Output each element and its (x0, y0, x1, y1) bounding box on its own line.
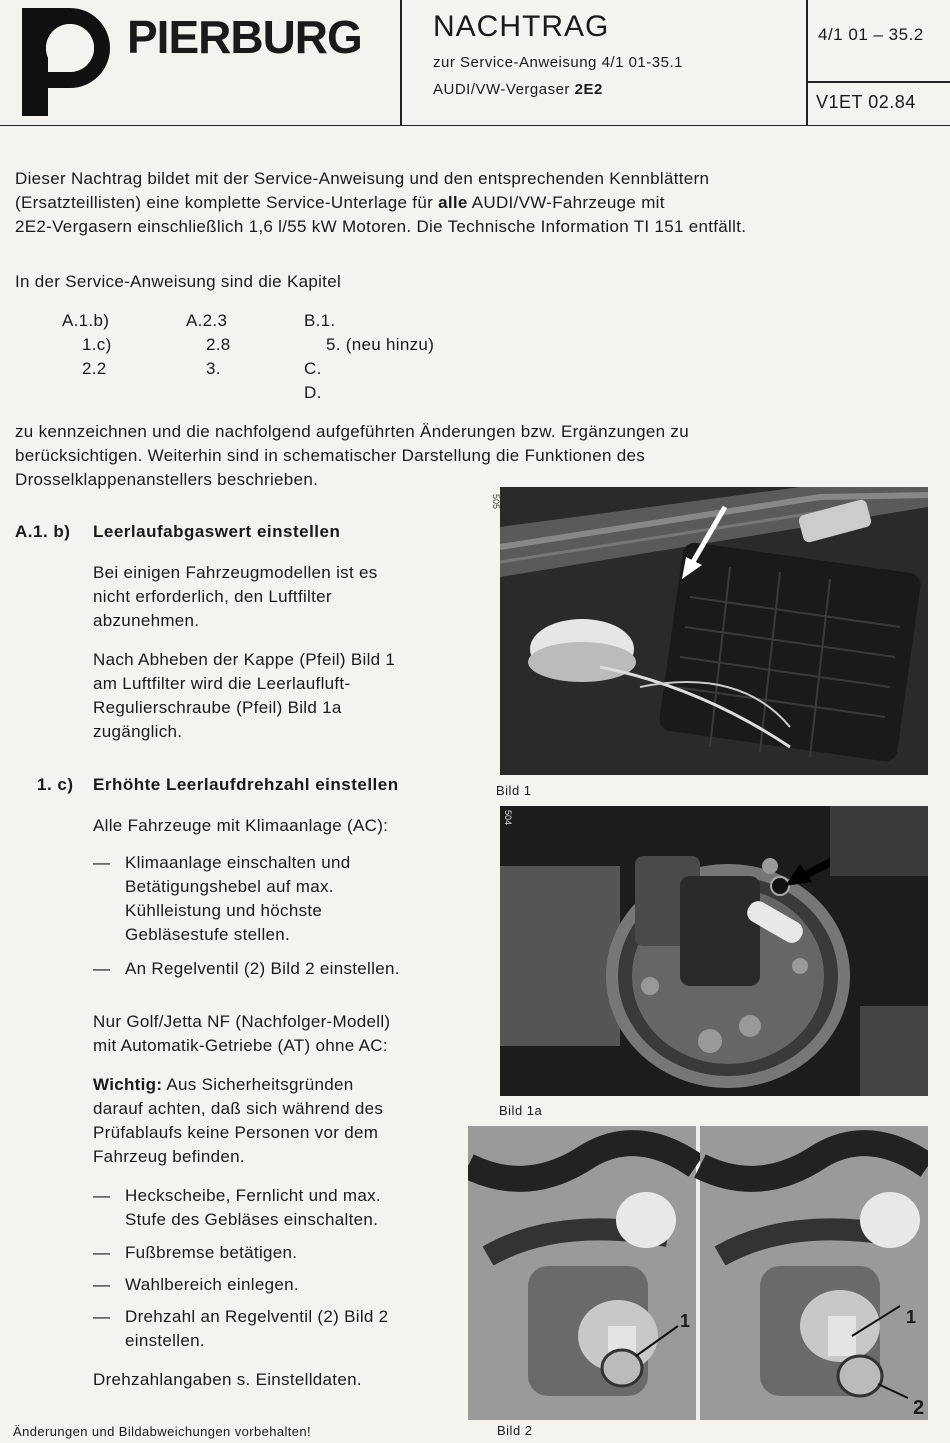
body-paragraph: Bei einigen Fahrzeugmodellen ist es nicht erforderlich, den Luftfilter abzunehmen. (93, 563, 378, 630)
chapter-item: 3. (206, 359, 221, 378)
list-item: — An Regelventil (2) Bild 2 einstellen. (93, 959, 400, 978)
chapter-item: A.1.b) (62, 311, 110, 330)
engine-bay-photo (500, 487, 928, 775)
chapter-item: D. (304, 383, 322, 402)
chapter-item: 5. (neu hinzu) (326, 335, 435, 354)
chapter-item: C. (304, 359, 322, 378)
body-paragraph: Drehzahlangaben s. Einstelldaten. (93, 1370, 362, 1389)
chapter-item: A.2.3 (186, 311, 228, 330)
list-item: — Klimaanlage einschalten und Betätigungshebel auf max. Kühlleistung und höchste Gebläsestufe stellen. (93, 853, 351, 944)
list-item: — Heckscheibe, Fernlicht und max. Stufe des Gebläses einschalten. (93, 1186, 381, 1229)
section-number: A.1. b) (15, 522, 71, 541)
figure-caption: Bild 1a (499, 1103, 543, 1118)
document-subtitle: zur Service-Anweisung 4/1 01-35.1 (433, 54, 683, 71)
chapter-item: 1.c) (82, 335, 112, 354)
figure-code: 505 (491, 494, 501, 510)
figure-callout-1: 1 (680, 1311, 691, 1331)
chapter-item: 2.2 (82, 359, 107, 378)
body-paragraph: Nur Golf/Jetta NF (Nachfolger-Modell) mit Automatik-Getriebe (AT) ohne AC: (93, 1012, 391, 1055)
chapter-list (304, 309, 434, 405)
body-paragraph: Alle Fahrzeuge mit Klimaanlage (AC): (93, 816, 389, 835)
document-number: 4/1 01 – 35.2 (818, 25, 924, 44)
intro-paragraph: Dieser Nachtrag bildet mit der Service-Anweisung und den entsprechenden Kennblättern (Ersatzteillisten) eine komplette Service-Unterlage für alle AUDI/VW-Fahrzeuge mit 2E2-Vergasern einschließlich 1,6 l/55 kW Motoren. Die Technische Information TI 151 entfällt. (15, 169, 747, 236)
document-title: NACHTRAG (433, 10, 610, 43)
carburetor-top-photo (500, 806, 928, 1096)
section-title: Erhöhte Leerlaufdrehzahl einstellen (93, 775, 399, 794)
body-paragraph: Nach Abheben der Kappe (Pfeil) Bild 1 am Luftfilter wird die Leerlaufluft- Regulierschraube (Pfeil) Bild 1a zugänglich. (93, 650, 396, 741)
header-divider (806, 0, 808, 125)
list-item: — Fußbremse betätigen. (93, 1243, 298, 1262)
header-divider (400, 0, 402, 125)
chapter-list (62, 309, 112, 381)
chapters-intro: In der Service-Anweisung sind die Kapitel (15, 272, 342, 291)
figure-callout-1: 1 (906, 1307, 917, 1327)
figure-code: 504 (503, 810, 513, 826)
photo-bild-2 (468, 1126, 928, 1420)
photo-bild-1a (500, 806, 928, 1096)
photo-bild-1 (500, 487, 928, 775)
figure-caption: Bild 1 (496, 783, 532, 798)
footer-note: Änderungen und Bildabweichungen vorbehalten! (13, 1424, 312, 1439)
control-valve-photo (468, 1126, 928, 1420)
brand-name: PIERBURG (127, 11, 362, 63)
list-item: — Wahlbereich einlegen. (93, 1275, 299, 1294)
body-paragraph: zu kennzeichnen und die nachfolgend aufgeführten Änderungen bzw. Ergänzungen zu berücksichtigen. Weiterhin sind in schematischer Darstellung die Funktionen des Drosselklappenanstellers beschrieben. (15, 422, 689, 489)
chapter-item: 2.8 (206, 335, 231, 354)
figure-caption: Bild 2 (497, 1423, 533, 1438)
chapter-item: B.1. (304, 311, 336, 330)
edition-code: V1ET 02.84 (816, 92, 916, 112)
document-subtitle: AUDI/VW-Vergaser 2E2 (433, 81, 603, 98)
list-item: — Drehzahl an Regelventil (2) Bild 2 einstellen. (93, 1307, 389, 1350)
header-divider (806, 81, 950, 83)
section-number: 1. c) (37, 775, 74, 794)
warning-paragraph: Wichtig: Aus Sicherheitsgründen darauf achten, daß sich während des Prüfablaufs keine Personen vor dem Fahrzeug befinden. (93, 1075, 384, 1166)
figure-callout-2: 2 (913, 1397, 925, 1419)
chapter-list (186, 309, 231, 381)
pierburg-logo (22, 8, 118, 116)
warning-label: Wichtig: (93, 1075, 163, 1094)
section-title: Leerlaufabgaswert einstellen (93, 522, 341, 541)
